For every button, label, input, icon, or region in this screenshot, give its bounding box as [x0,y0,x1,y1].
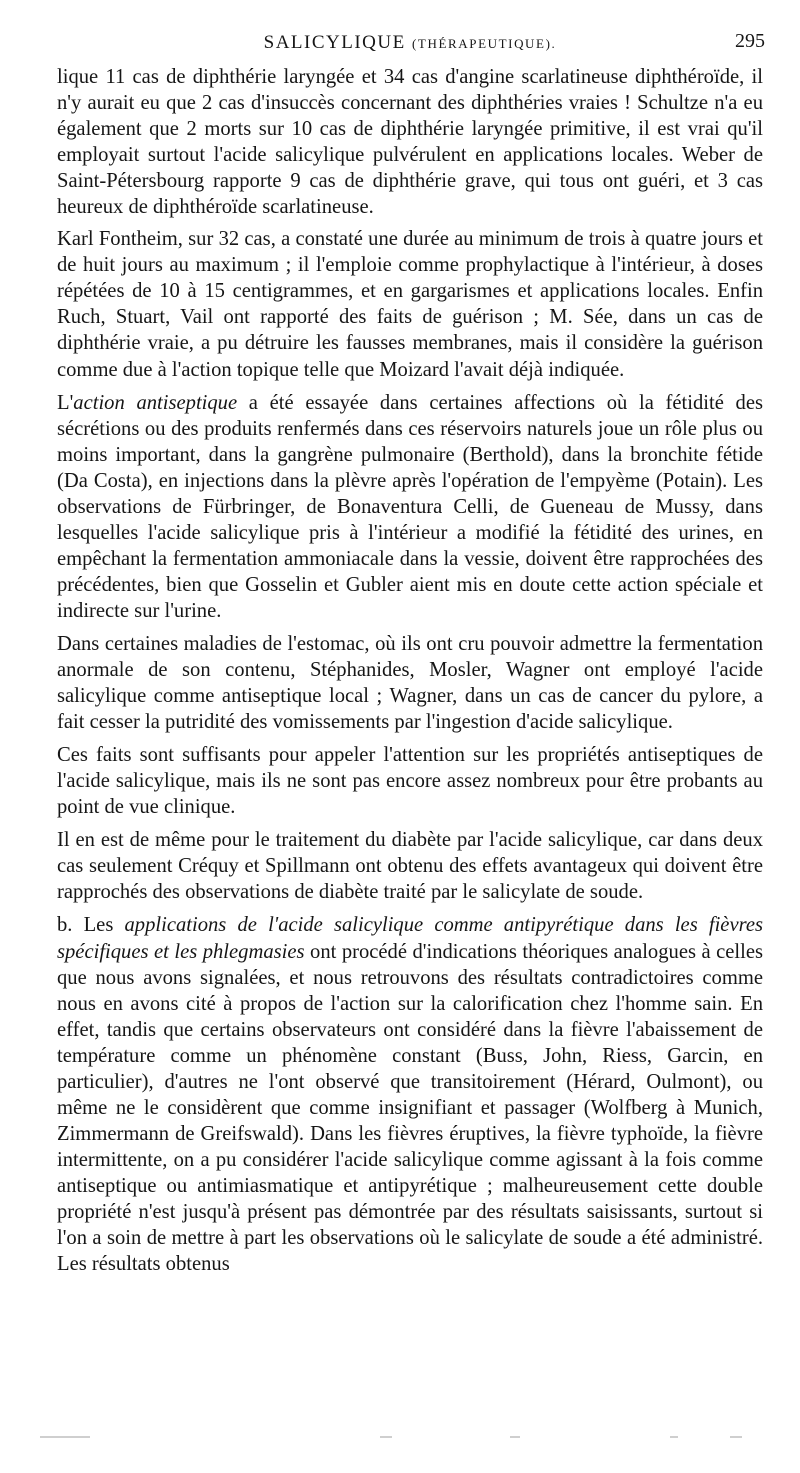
paragraph-6-text: Il en est de même pour le traitement du diabète par l'acide salicylique, car dans deux cas seulement Créquy et Spillmann ont obtenu des effets avantageux qui doivent être rapprochés des observations de diabète traité par le salicylate de soude. [57,829,763,904]
paragraph-7 [57,912,763,1277]
paragraph-3-text: a été essayée dans certaines affections où la fétidité des sécrétions ou des produits renfermés dans ces réservoirs naturels joue un rôle plus ou moins important, dans la gangrène pulmonaire (Berthold), dans la bronchite fétide (Da Costa), en injections dans la plèvre après l'opération de l'empyème (Potain). Les observations de Fürbringer, de Bonaventura Celli, de Gueneau de Mussy, dans lesquelles l'acide salicylique pris à l'intérieur a modifié la fétidité des urines, en empêchant la fermentation ammoniacale dans la vessie, doivent être rapprochées des précédentes, bien que Gosselin et Gubler aient mis en doute cette action spéciale et indirecte sur l'urine. [57,391,763,622]
paragraph-3-lead: L' [57,391,74,414]
paragraph-4-text: Dans certaines maladies de l'estomac, où ils ont cru pouvoir admettre la fermentation anormale de son contenu, Stéphanides, Mosler, Wagner ont employé l'acide salicylique comme antiseptique local ; Wagner, dans un cas de cancer du pylore, a fait cesser la putridité des vomissements par l'ingestion d'acide salicylique. [57,632,763,734]
paragraph-2 [57,226,763,382]
page-number: 295 [735,30,765,52]
running-title [55,32,765,54]
paragraph-7-lead: b. Les [57,914,125,937]
paragraph-1 [57,64,763,220]
header-title: SALICYLIQUE [263,32,406,53]
paragraph-7-text: ont procédé d'indications théoriques analogues à celles que nous avons signalées, et nous retrouvons des résultats contradictoires comme nous en avons cité à propos de l'action sur la calorification chez l'homme sain. En effet, tandis que certains observateurs ont considéré dans la fièvre l'abaissement de température comme un phénomène constant (Buss, John, Riess, Garcin, en particulier), d'autres ne l'ont observé que transitoirement (Hérard, Oulmont), ou même ne le considèrent que comme insignifiant et passager (Wolfberg à Munich, Zimmermann de Greifswald). Dans les fièvres éruptives, la fièvre typhoïde, la fièvre intermittente, on a pu considérer l'acide salicylique comme agissant à la fois comme antiseptique ou antimiasmatique et antipyrétique ; malheureusement cette double propriété n'est jusqu'à présent pas démontrée par des résultats saisissants, surtout si l'on a soin de mettre à part les observations où le salicylate de soude a été administré. Les résultats obtenus [57,940,763,1276]
paragraph-1-text: lique 11 cas de diphthérie laryngée et 34 cas d'angine scarlatineuse diphthéroïde, il n'y aurait eu que 2 cas d'insuccès concernant des diphthéries vraies ! Schultze n'a eu également que 2 morts sur 10 cas de diphthérie laryngée primitive, il est vrai qu'il employait surtout l'acide salicylique pulvérulent en applications locales. Weber de Saint-Pétersbourg rapporte 9 cas de diphthérie grave, qui tous ont guéri, et 3 cas heureux de diphthéroïde scarlatineuse. [57,66,763,219]
paragraph-2-text: Karl Fontheim, sur 32 cas, a constaté une durée au minimum de trois à quatre jours et de huit jours au maximum ; il l'emploie comme prophylactique à l'intérieur, à doses répétées de 10 à 15 centigrammes, et en gargarismes et applications locales. Enfin Ruch, Stuart, Vail ont rapporté des faits de guérison ; M. Sée, dans un cas de diphthérie vraie, a pu détruire les fausses membranes, mais il considère la guérison comme due à l'action topique telle que Moizard l'avait déjà indiquée. [57,228,763,381]
body-text [57,64,763,1284]
header-subtitle: (THÉRAPEUTIQUE). [411,36,557,51]
paragraph-7-italic: applications de l'acide salicylique comme antipyrétique dans les fièvres spécifiques et les phlegmasies [57,914,763,963]
paragraph-3 [57,390,763,624]
paragraph-4 [57,631,763,735]
running-header [55,32,765,60]
paragraph-6 [57,827,763,905]
paragraph-3-italic: action antiseptique [73,391,238,414]
scan-artifacts [40,1436,760,1440]
paragraph-5-text: Ces faits sont suffisants pour appeler l'attention sur les propriétés antiseptiques de l'acide salicylique, mais ils ne sont pas encore assez nombreux pour être probants au point de vue clinique. [57,744,763,819]
paragraph-5 [57,742,763,820]
